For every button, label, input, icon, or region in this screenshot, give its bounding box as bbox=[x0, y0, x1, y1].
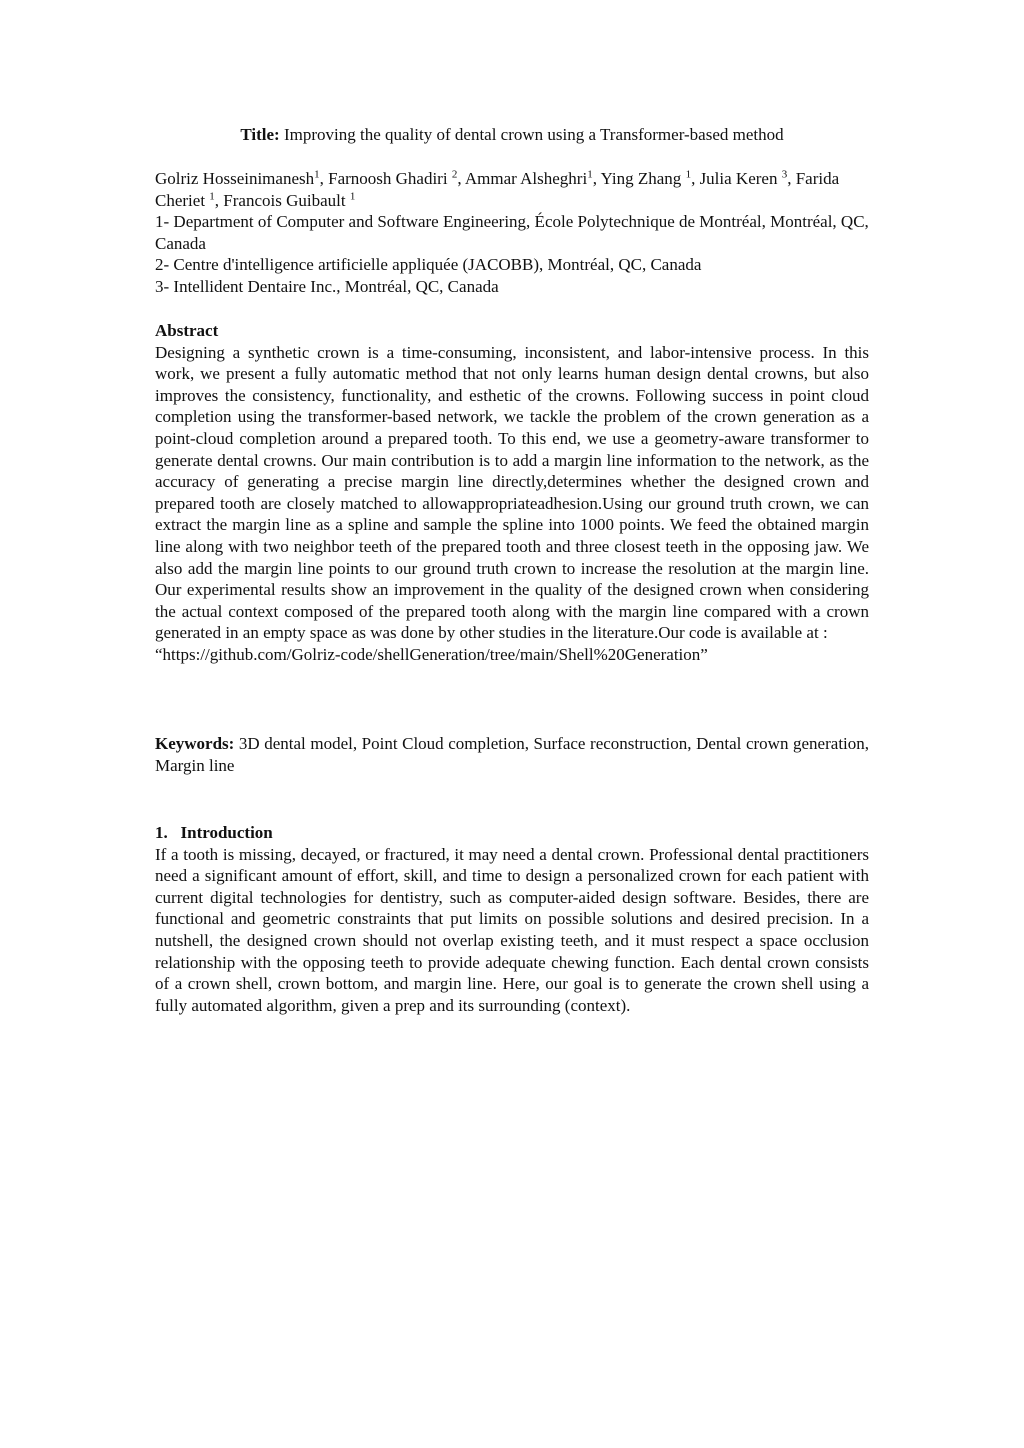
author-affiliation-mark: 1 bbox=[685, 168, 692, 181]
introduction-section bbox=[155, 822, 869, 1016]
introduction-body: If a tooth is missing, decayed, or fractured, it may need a dental crown. Professional dental practitioners need a significant amount of effort, skill, and time to design a personalized crown for each patient with current digital technologies for dentistry, such as computer-aided design software. Besides, there are functional and geometric constraints that put limits on possible solutions and desired precision. In a nutshell, the designed crown should not overlap existing teeth, and it must respect a space occlusion relationship with the opposing teeth to provide adequate chewing function. Each dental crown consists of a crown shell, crown bottom, and margin line. Here, our goal is to generate the crown shell using a fully automated algorithm, given a prep and its surrounding (context). bbox=[155, 844, 869, 1015]
section-number: 1. bbox=[155, 823, 168, 842]
keywords-label: Keywords: bbox=[155, 734, 235, 753]
keywords-section bbox=[155, 733, 869, 776]
abstract-section bbox=[155, 320, 869, 666]
abstract-heading: Abstract bbox=[155, 321, 219, 340]
author-name: Farnoosh Ghadiri bbox=[328, 169, 448, 188]
author-name: Farida Cheriet bbox=[155, 169, 840, 210]
author-affiliation-mark: 1 bbox=[587, 168, 593, 181]
section-title: Introduction bbox=[180, 823, 273, 842]
affiliation: 3- Intellident Dentaire Inc., Montréal, QC, Canada bbox=[155, 276, 499, 296]
author-name: Francois Guibault bbox=[223, 190, 346, 210]
author-name: Ying Zhang bbox=[600, 169, 682, 188]
author-name: Julia Keren bbox=[699, 169, 778, 188]
author-list: Golriz Hosseinimanesh$^1$, Farnoosh Ghadiri $^2$, Ammar Alsheghri$^1$, Ying Zhang $^1$, Julia Keren $^3$, Farida Cheriet $^1$, Francois Guibault $^1$ bbox=[155, 168, 840, 210]
author-affiliation-mark: 3 bbox=[781, 168, 788, 181]
paper-title bbox=[0, 124, 1024, 146]
code-link[interactable]: “https://github.com/Golriz-code/shellGeneration/tree/main/Shell%20Generation” bbox=[155, 644, 708, 664]
author-name: Golriz Hosseinimanesh bbox=[155, 169, 315, 188]
title-text: Improving the quality of dental crown using a Transformer-based method bbox=[283, 125, 784, 144]
abstract-body: Designing a synthetic crown is a time-consuming, inconsistent, and labor-intensive process. In this work, we present a fully automatic method that not only learns human design dental crowns, but also improves the consistency, functionality, and esthetic of the crowns. Following success in point cloud completion using the transformer-based network, we tackle the problem of the crown generation as a point-cloud completion around a prepared tooth. To this end, we use a geometry-aware transformer to generate dental crowns. Our main contribution is to add a margin line information to the network, as the accuracy of generating a precise margin line directly,determines whether the designed crown and prepared tooth are closely matched to allowappropriateadhesion.Using our ground truth crown, we can extract the margin line as a spline and sample the spline into 1000 points. We feed the obtained margin line along with two neighbor teeth of the prepared tooth and three closest teeth in the opposing jaw. We also add the margin line points to our ground truth crown to increase the resolution at the margin line. Our experimental results show an improvement in the quality of the designed crown when considering the actual context composed of the prepared tooth along with the margin line compared with a crown generated in an empty space as was done by other studies in the literature.Our code is available at : bbox=[155, 342, 869, 643]
affiliation: 1- Department of Computer and Software Engineering, École Polytechnique de Montréal, Montréal, QC, Canada bbox=[155, 212, 869, 253]
introduction-heading bbox=[155, 822, 869, 844]
author-affiliation-mark: 1 bbox=[209, 189, 215, 202]
author-affiliation-mark: 2 bbox=[451, 168, 458, 181]
authors-block bbox=[155, 168, 869, 298]
author-name: Ammar Alsheghri bbox=[464, 169, 588, 188]
keywords-text: 3D dental model, Point Cloud completion, Surface reconstruction, Dental crown generation, Margin line bbox=[155, 734, 870, 775]
title-label: Title: bbox=[240, 125, 280, 144]
author-affiliation-mark: 1 bbox=[314, 168, 320, 181]
author-affiliation-mark: 1 bbox=[349, 189, 356, 202]
affiliation: 2- Centre d'intelligence artificielle appliquée (JACOBB), Montréal, QC, Canada bbox=[155, 255, 702, 275]
